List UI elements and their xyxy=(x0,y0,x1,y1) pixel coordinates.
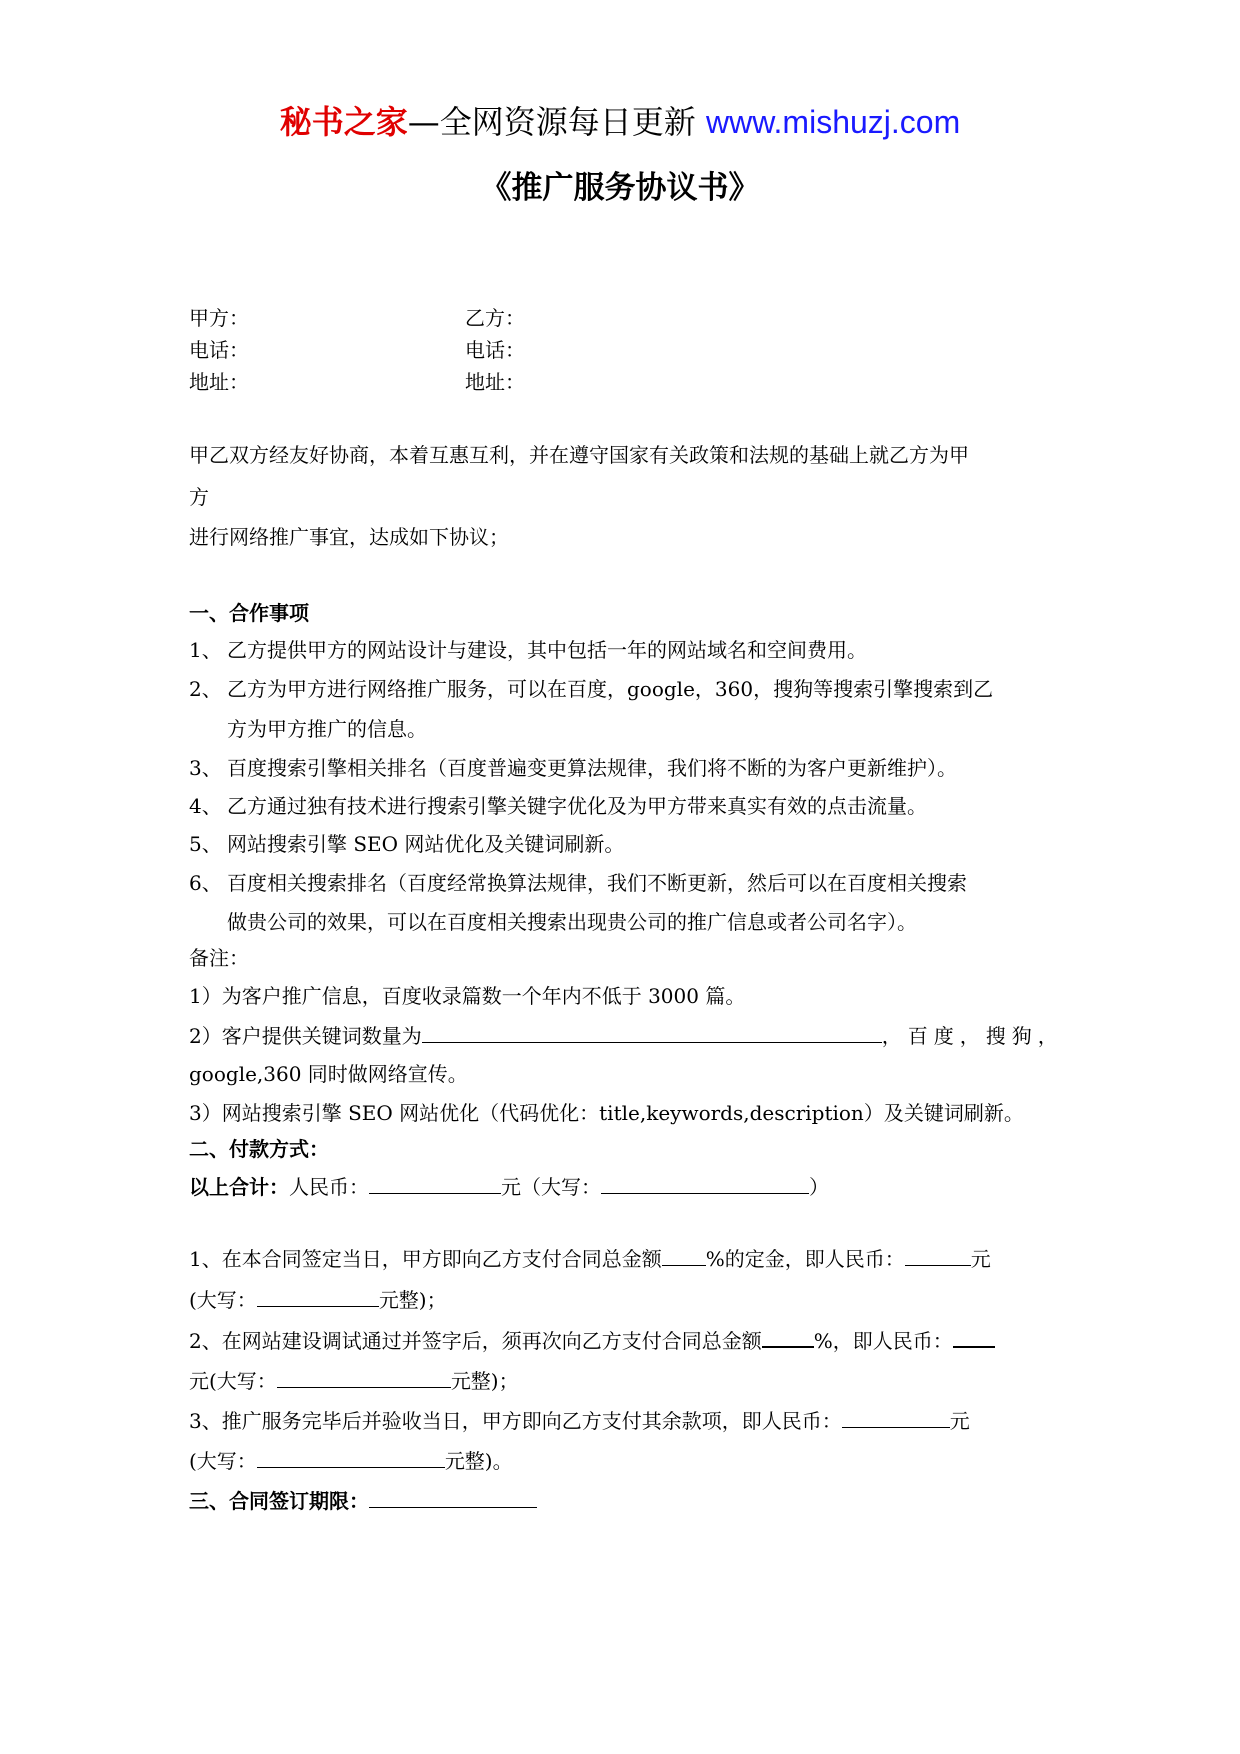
list-item-number: 5、 xyxy=(189,832,222,856)
payment-1-capital xyxy=(189,1286,447,1313)
banner-slogan: —全网资源每日更新 xyxy=(407,103,706,141)
section3-heading: 三、合同签订期限： xyxy=(189,1489,369,1513)
party-a-address-label: 地址： xyxy=(189,370,249,394)
total-label: 以上合计： xyxy=(189,1175,289,1199)
total-amount-blank[interactable] xyxy=(369,1173,501,1194)
payment-2-capital-label: 元(大写： xyxy=(189,1369,277,1393)
payment-3-capital xyxy=(189,1447,513,1474)
contract-term-blank[interactable] xyxy=(369,1487,537,1508)
payment-1 xyxy=(189,1245,991,1272)
intro-line-3: 进行网络推广事宜，达成如下协议； xyxy=(189,525,509,549)
deposit-capital-blank[interactable] xyxy=(257,1286,379,1307)
list-item-text: 乙方通过独有技术进行搜索引擎关键字优化及为甲方带来真实有效的点击流量。 xyxy=(227,794,927,818)
payment-3 xyxy=(189,1407,970,1434)
note-2 xyxy=(189,1022,1069,1049)
party-a-phone-label: 电话： xyxy=(189,338,249,362)
list-item-text: 百度相关搜索排名（百度经常换算法规律，我们不断更新，然后可以在百度相关搜索 xyxy=(227,871,967,895)
party-a-label: 甲方： xyxy=(189,306,249,330)
payment-1-capital-tail: 元整)； xyxy=(378,1288,447,1312)
payment-1-text: 1、在本合同签定当日，甲方即向乙方支付合同总金额 xyxy=(189,1247,662,1271)
total-close: ） xyxy=(809,1175,829,1199)
note-2-text: 2）客户提供关键词数量为 xyxy=(189,1024,422,1048)
second-amount-blank[interactable] xyxy=(953,1326,995,1348)
list-item-1 xyxy=(189,637,867,663)
second-capital-blank[interactable] xyxy=(277,1367,451,1388)
party-b-address-label: 地址： xyxy=(465,370,525,394)
list-item-text: 乙方提供甲方的网站设计与建设，其中包括一年的网站域名和空间费用。 xyxy=(227,638,867,662)
list-item-4 xyxy=(189,793,927,819)
section2-heading: 二、付款方式： xyxy=(189,1137,329,1161)
deposit-amount-blank[interactable] xyxy=(905,1245,971,1266)
list-item-text: 网站搜索引擎 SEO 网站优化及关键词刷新。 xyxy=(227,832,625,856)
list-item-number: 6、 xyxy=(189,871,222,895)
site-banner xyxy=(0,102,1240,142)
banner-url-link[interactable]: www.mishuzj.com xyxy=(705,104,961,140)
total-line xyxy=(189,1173,829,1200)
payment-1-capital-label: (大写： xyxy=(189,1288,257,1312)
list-item-6 xyxy=(189,870,967,896)
section1-heading: 一、合作事项 xyxy=(189,601,309,625)
banner-brand: 秘书之家 xyxy=(279,103,408,141)
final-capital-blank[interactable] xyxy=(257,1447,445,1468)
payment-2-capital-tail: 元整)； xyxy=(450,1369,519,1393)
list-item-5 xyxy=(189,831,624,857)
payment-3-capital-label: (大写： xyxy=(189,1449,257,1473)
list-item-text: 乙方为甲方进行网络推广服务，可以在百度，google，360，搜狗等搜索引擎搜索到乙 xyxy=(227,677,994,701)
payment-2 xyxy=(189,1326,995,1354)
total-capital-blank[interactable] xyxy=(601,1173,809,1194)
note-2-tail: ，百度，搜狗， xyxy=(881,1024,1064,1048)
final-amount-blank[interactable] xyxy=(842,1407,950,1428)
list-item-3 xyxy=(189,755,957,781)
list-item-number: 1、 xyxy=(189,638,222,662)
list-item-text: 百度搜索引擎相关排名（百度普遍变更算法规律，我们将不断的为客户更新维护）。 xyxy=(227,756,957,780)
payment-2-mid: %，即人民币： xyxy=(813,1329,953,1353)
payment-1-mid: %的定金，即人民币： xyxy=(705,1247,905,1271)
note-1: 1）为客户推广信息，百度收录篇数一个年内不低于 3000 篇。 xyxy=(189,984,746,1008)
list-item-2 xyxy=(189,676,993,702)
payment-1-unit: 元 xyxy=(970,1247,991,1271)
payment-2-capital xyxy=(189,1367,519,1394)
party-b-phone-label: 电话： xyxy=(465,338,525,362)
party-b-label: 乙方： xyxy=(465,306,525,330)
payment-3-unit: 元 xyxy=(949,1409,970,1433)
document-title: 《推广服务协议书》 xyxy=(480,170,760,206)
party-b-block xyxy=(465,302,925,398)
intro-line-2: 方 xyxy=(189,485,209,509)
second-percent-blank[interactable] xyxy=(762,1326,814,1348)
notes-label: 备注： xyxy=(189,946,249,970)
list-item-2-continuation: 方为甲方推广的信息。 xyxy=(227,717,427,741)
list-item-number: 4、 xyxy=(189,794,222,818)
total-rmb-label: 人民币： xyxy=(289,1175,369,1199)
deposit-percent-blank[interactable] xyxy=(662,1245,706,1266)
payment-3-capital-tail: 元整)。 xyxy=(444,1449,513,1473)
payment-2-text: 2、在网站建设调试通过并签字后，须再次向乙方支付合同总金额 xyxy=(189,1329,762,1353)
list-item-number: 3、 xyxy=(189,756,222,780)
list-item-number: 2、 xyxy=(189,677,222,701)
total-capital-label: 元（大写： xyxy=(501,1175,601,1199)
keyword-count-blank[interactable] xyxy=(422,1022,882,1043)
note-3: 3）网站搜索引擎 SEO 网站优化（代码优化：title,keywords,description）及关键词刷新。 xyxy=(189,1101,1024,1125)
note-2-continuation: google,360 同时做网络宣传。 xyxy=(189,1062,468,1086)
payment-3-text: 3、推广服务完毕后并验收当日，甲方即向乙方支付其余款项，即人民币： xyxy=(189,1409,842,1433)
list-item-6-continuation: 做贵公司的效果，可以在百度相关搜索出现贵公司的推广信息或者公司名字）。 xyxy=(227,910,917,934)
section3-line xyxy=(189,1487,537,1514)
intro-line-1: 甲乙双方经友好协商，本着互惠互利，并在遵守国家有关政策和法规的基础上就乙方为甲 xyxy=(189,443,969,467)
